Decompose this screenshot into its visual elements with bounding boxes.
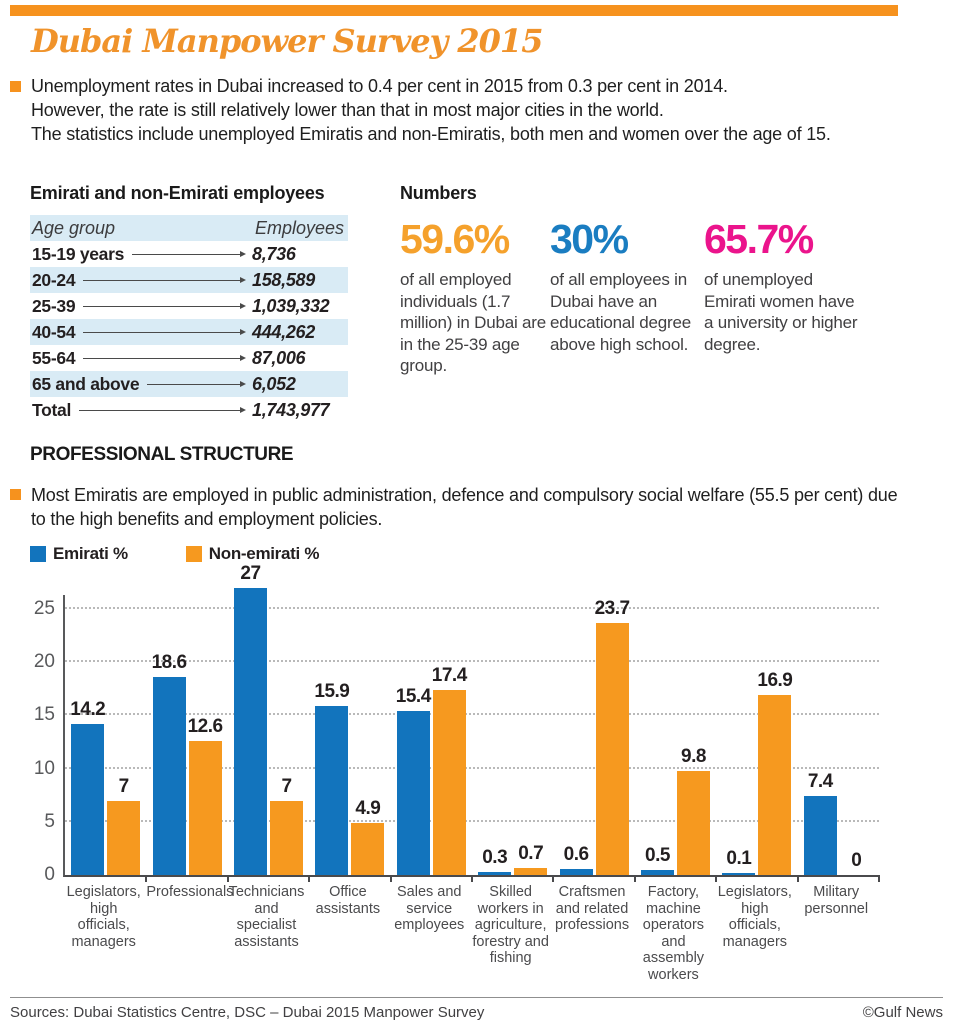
numbers-title: Numbers (400, 183, 477, 203)
y-axis-tick-label: 20 (33, 651, 55, 673)
x-axis-tick (878, 875, 880, 882)
employees-value: 8,736 (252, 243, 296, 264)
arrow-connector-icon (132, 251, 246, 257)
column-header-employees: Employees (254, 217, 344, 238)
category-label: Military personnel (804, 884, 869, 917)
bar-emirati (641, 870, 674, 875)
arrow-line (83, 358, 241, 359)
age-group-label: 15-19 years (32, 243, 125, 264)
stat-value: 30% (550, 216, 628, 262)
bar-value-label: 14.2 (70, 699, 106, 720)
employees-table (30, 215, 348, 423)
bar-non-emirati (677, 771, 710, 875)
arrow-line (83, 280, 241, 281)
arrow-head-icon (240, 381, 246, 387)
age-group-label: 25-39 (32, 295, 76, 316)
bar-non-emirati (596, 623, 629, 875)
gridline (65, 820, 879, 822)
bar-value-label: 17.4 (431, 665, 467, 686)
arrow-line (83, 306, 241, 307)
table-row (30, 371, 348, 397)
arrow-line (83, 332, 241, 333)
bullet-square-icon (10, 489, 21, 500)
category-label: Skilled workers in agriculture, forestry and fishing (472, 884, 549, 966)
category-label: Craftsmen and related professions (554, 884, 630, 933)
stat-description: of unemployed Emirati women have a university or higher degree. (704, 270, 858, 354)
x-axis-tick (797, 875, 799, 882)
category-label: Professionals (146, 884, 234, 900)
bar-non-emirati (189, 741, 222, 875)
intro-line: However, the rate is still relatively lower than that in most major cities in the world. (31, 100, 664, 120)
table-row (30, 319, 348, 345)
bar-value-label: 4.9 (355, 798, 381, 819)
professional-structure-heading: PROFESSIONAL STRUCTURE (30, 444, 294, 465)
category-label: Technicians and specialist assistants (228, 884, 305, 950)
arrow-head-icon (240, 407, 246, 413)
intro-line: Unemployment rates in Dubai increased to 0.4 per cent in 2015 from 0.3 per cent in 2014. (31, 76, 728, 96)
employees-value: 158,589 (252, 269, 315, 290)
page-title: Dubai Manpower Survey 2015 (31, 22, 543, 60)
category-label: Office assistants (315, 884, 381, 917)
gridline (65, 713, 879, 715)
x-axis-tick (390, 875, 392, 882)
x-axis-tick (471, 875, 473, 882)
bar-value-label: 18.6 (151, 652, 187, 673)
legend-label-non-emirati: Non-emirati % (208, 544, 320, 563)
bar-emirati (234, 588, 267, 875)
arrow-head-icon (240, 277, 246, 283)
bar-emirati (722, 873, 755, 875)
bar-value-label: 15.9 (314, 681, 350, 702)
arrow-line (79, 410, 241, 411)
table-row (30, 397, 348, 423)
stat-description: of all employees in Dubai have an educational degree above high school. (550, 270, 692, 354)
y-axis-tick-label: 5 (44, 810, 55, 832)
bar-value-label: 9.8 (681, 746, 706, 767)
category-label: Legislators, high officials, managers (717, 884, 792, 950)
bar-value-label: 0 (851, 850, 862, 871)
stat-column (704, 218, 864, 377)
employees-value: 1,743,977 (252, 399, 330, 420)
legend-item-emirati (30, 544, 128, 564)
employees-value: 1,039,332 (252, 295, 330, 316)
legend-label-emirati: Emirati % (53, 544, 128, 563)
arrow-head-icon (240, 329, 246, 335)
bar-emirati (560, 869, 593, 875)
chart-legend (30, 544, 377, 564)
arrow-connector-icon (83, 355, 246, 361)
arrow-connector-icon (147, 381, 246, 387)
x-axis-tick (227, 875, 229, 882)
arrow-connector-icon (83, 329, 246, 335)
bar-value-label: 0.6 (563, 844, 589, 865)
arrow-head-icon (240, 303, 246, 309)
y-axis-tick-label: 15 (33, 704, 55, 726)
arrow-line (147, 384, 241, 385)
stats-row (400, 218, 920, 377)
non-emirati-color-swatch-icon (186, 546, 202, 562)
professional-structure-note: Most Emiratis are employed in public administration, defence and compulsory social welfare (55.5 per cent) due to the high benefits and employment policies. (31, 485, 898, 529)
bar-non-emirati (514, 868, 547, 875)
bar-emirati (315, 706, 348, 875)
footer-credit: ©Gulf News (862, 1004, 943, 1021)
bar-value-label: 27 (240, 563, 261, 584)
category-label: Legislators, high officials, managers (66, 884, 141, 950)
bar-non-emirati (107, 801, 140, 875)
employees-value: 87,006 (252, 347, 306, 368)
y-axis-tick-label: 10 (33, 757, 55, 779)
footer-sources: Sources: Dubai Statistics Centre, DSC – Dubai 2015 Manpower Survey (10, 1004, 485, 1021)
gridline (65, 767, 879, 769)
stat-value: 59.6% (400, 216, 509, 262)
bar-non-emirati (270, 801, 303, 875)
x-axis-tick (634, 875, 636, 882)
age-group-label: Total (32, 399, 72, 420)
arrow-connector-icon (83, 303, 246, 309)
bullet-square-icon (10, 81, 21, 92)
table-row (30, 345, 348, 371)
employees-value: 444,262 (252, 321, 315, 342)
gridline (65, 660, 879, 662)
bar-value-label: 0.7 (518, 843, 544, 864)
x-axis-tick (145, 875, 147, 882)
accent-top-bar (10, 5, 898, 16)
x-axis-tick (715, 875, 717, 882)
arrow-line (132, 254, 241, 255)
column-header-age-group: Age group (32, 217, 116, 238)
stat-column (550, 218, 704, 377)
bar-value-label: 15.4 (395, 686, 431, 707)
bar-value-label: 16.9 (757, 670, 793, 691)
age-group-label: 55-64 (32, 347, 76, 368)
x-axis-tick (552, 875, 554, 882)
stat-description: of all employed individuals (1.7 million) in Dubai are in the 25-39 age group. (400, 270, 547, 375)
category-label: Sales and service employees (394, 884, 465, 933)
bar-emirati (478, 872, 511, 875)
arrow-connector-icon (79, 407, 246, 413)
bar-value-label: 12.6 (187, 716, 223, 737)
arrow-head-icon (240, 251, 246, 257)
age-group-label: 20-24 (32, 269, 76, 290)
employees-value: 6,052 (252, 373, 296, 394)
arrow-head-icon (240, 355, 246, 361)
table-row (30, 293, 348, 319)
bar-emirati (804, 796, 837, 875)
emirati-color-swatch-icon (30, 546, 46, 562)
bar-emirati (153, 677, 186, 875)
legend-item-non-emirati (186, 544, 319, 564)
intro-paragraph (31, 74, 903, 146)
footer-divider (10, 997, 943, 998)
arrow-connector-icon (83, 277, 246, 283)
bar-non-emirati (758, 695, 791, 875)
bar-value-label: 0.3 (482, 847, 508, 868)
employees-table-section (30, 183, 348, 423)
bar-non-emirati (351, 823, 384, 875)
stat-value: 65.7% (704, 216, 813, 262)
table-row (30, 267, 348, 293)
bar-value-label: 0.1 (726, 848, 752, 869)
y-axis-tick-label: 0 (44, 864, 55, 885)
bar-emirati (71, 724, 104, 875)
category-label: Factory, machine operators and assembly workers (642, 884, 705, 983)
chart-category-labels (63, 884, 877, 983)
employees-table-title: Emirati and non-Emirati employees (30, 183, 325, 203)
age-group-label: 65 and above (32, 373, 140, 394)
chart-plot-area (63, 563, 879, 877)
numbers-section (400, 183, 920, 377)
stat-column (400, 218, 550, 377)
bar-value-label: 7.4 (807, 771, 833, 792)
x-axis-tick (308, 875, 310, 882)
bar-emirati (397, 711, 430, 875)
table-row (30, 241, 348, 267)
y-axis-tick-label: 25 (33, 598, 55, 619)
bar-value-label: 0.5 (645, 845, 670, 866)
bar-non-emirati (433, 690, 466, 875)
bar-value-label: 7 (118, 776, 129, 797)
employees-table-header (30, 215, 348, 241)
bar-value-label: 23.7 (594, 598, 630, 619)
bar-value-label: 7 (281, 776, 292, 797)
intro-line: The statistics include unemployed Emiratis and non-Emiratis, both men and women over the age of 15. (31, 124, 831, 144)
gridline (65, 607, 879, 609)
age-group-label: 40-54 (32, 321, 76, 342)
